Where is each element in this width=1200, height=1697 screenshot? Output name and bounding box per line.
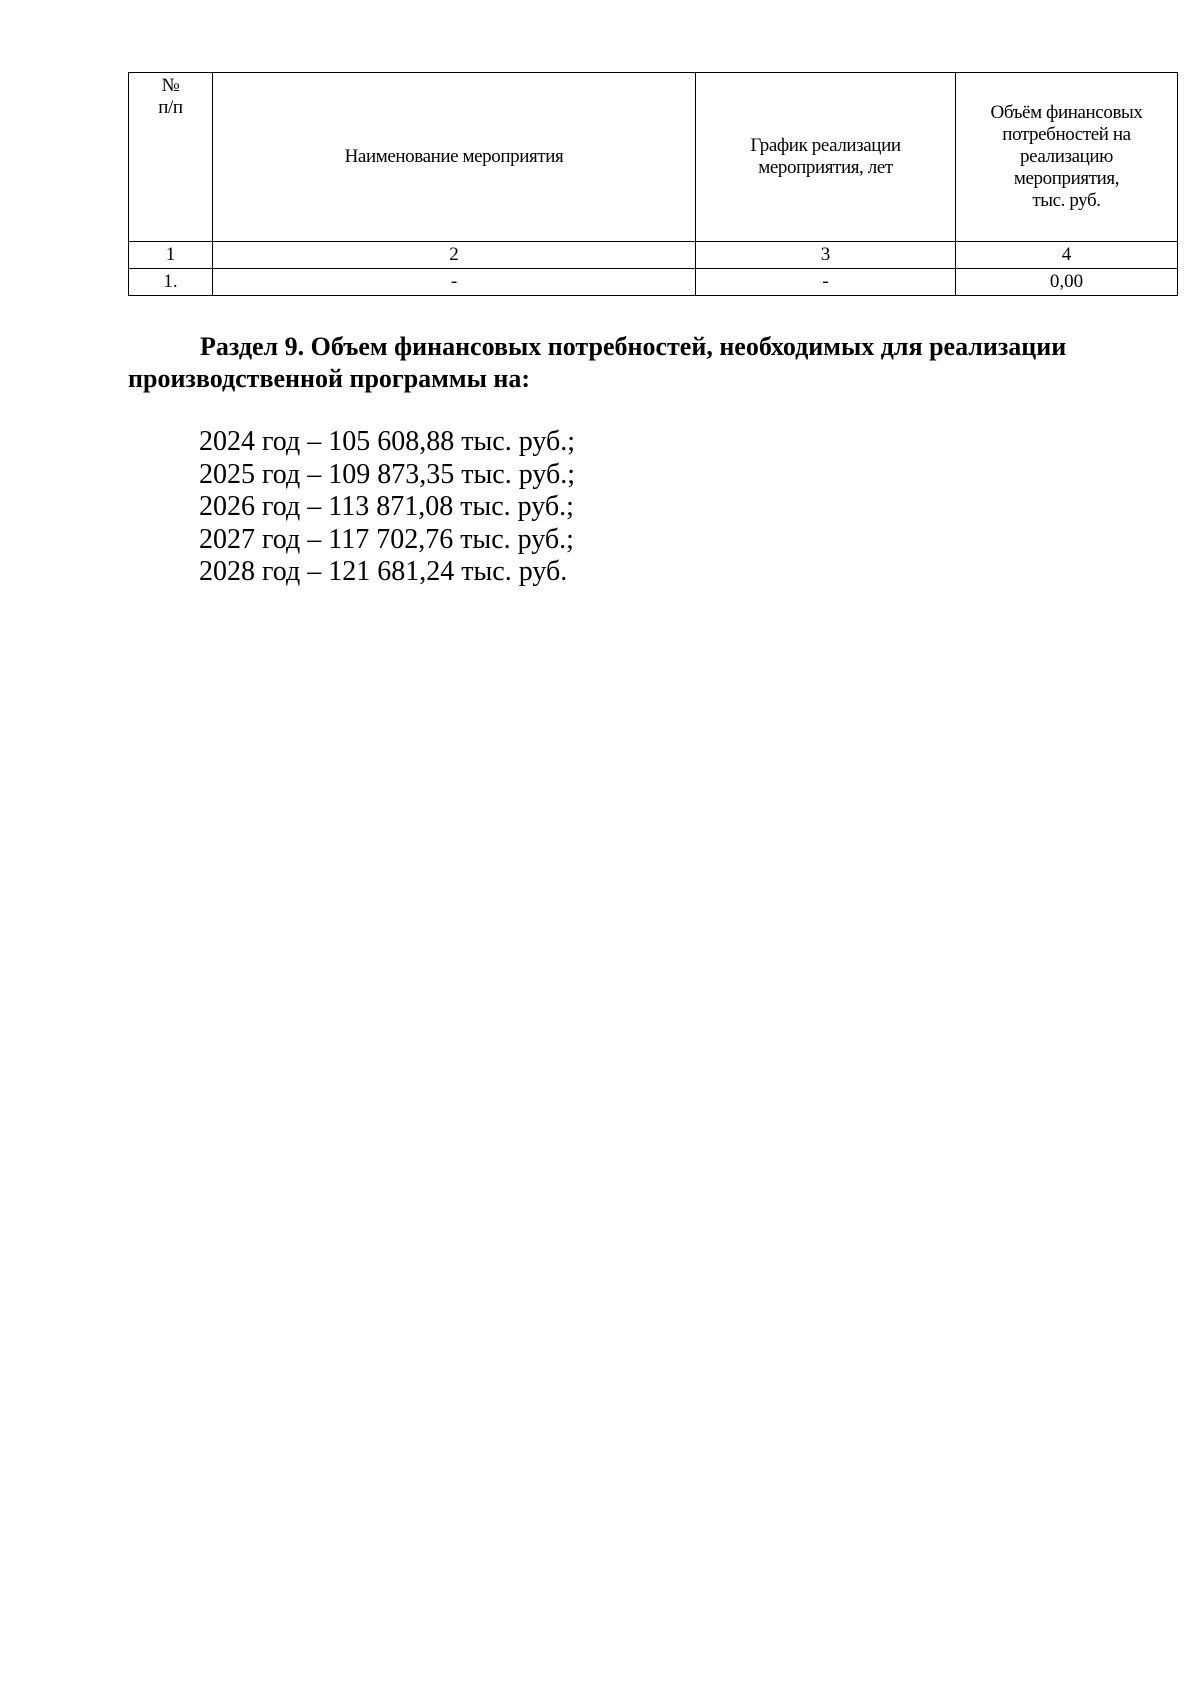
row-no: 1. xyxy=(129,269,213,296)
header-no-label: № п/п xyxy=(158,75,183,118)
section-heading: Раздел 9. Объем финансовых потребностей, необходимых для реализации производственной программы на: xyxy=(128,332,1067,393)
header-cell-no xyxy=(129,73,213,242)
header-cell-schedule xyxy=(696,73,956,242)
header-volume-label: Объём финансовых потребностей на реализацию мероприятия, тыс. руб. xyxy=(990,102,1143,211)
list-item: 2026 год – 113 871,08 тыс. руб.; xyxy=(199,491,574,522)
header-name-label: Наименование мероприятия xyxy=(344,146,564,167)
table-column-numbers-row xyxy=(129,242,1178,269)
header-cell-name xyxy=(213,73,696,242)
header-schedule-label: График реализации мероприятия, лет xyxy=(750,135,901,178)
header-cell-volume xyxy=(956,73,1178,242)
column-number-1: 1 xyxy=(129,242,213,269)
table-row xyxy=(129,269,1178,296)
list-item: 2024 год – 105 608,88 тыс. руб.; xyxy=(199,426,575,457)
row-name: - xyxy=(213,269,696,296)
column-number-2: 2 xyxy=(213,242,696,269)
row-volume: 0,00 xyxy=(956,269,1178,296)
row-schedule: - xyxy=(696,269,956,296)
column-number-3: 3 xyxy=(696,242,956,269)
list-item: 2027 год – 117 702,76 тыс. руб.; xyxy=(199,523,574,555)
measures-table xyxy=(128,72,1178,296)
financial-needs-list xyxy=(199,426,575,589)
list-item: 2025 год – 109 873,35 тыс. руб.; xyxy=(199,458,575,490)
column-number-4: 4 xyxy=(956,242,1178,269)
list-item: 2028 год – 121 681,24 тыс. руб. xyxy=(199,556,568,587)
table-header-row xyxy=(129,73,1178,242)
